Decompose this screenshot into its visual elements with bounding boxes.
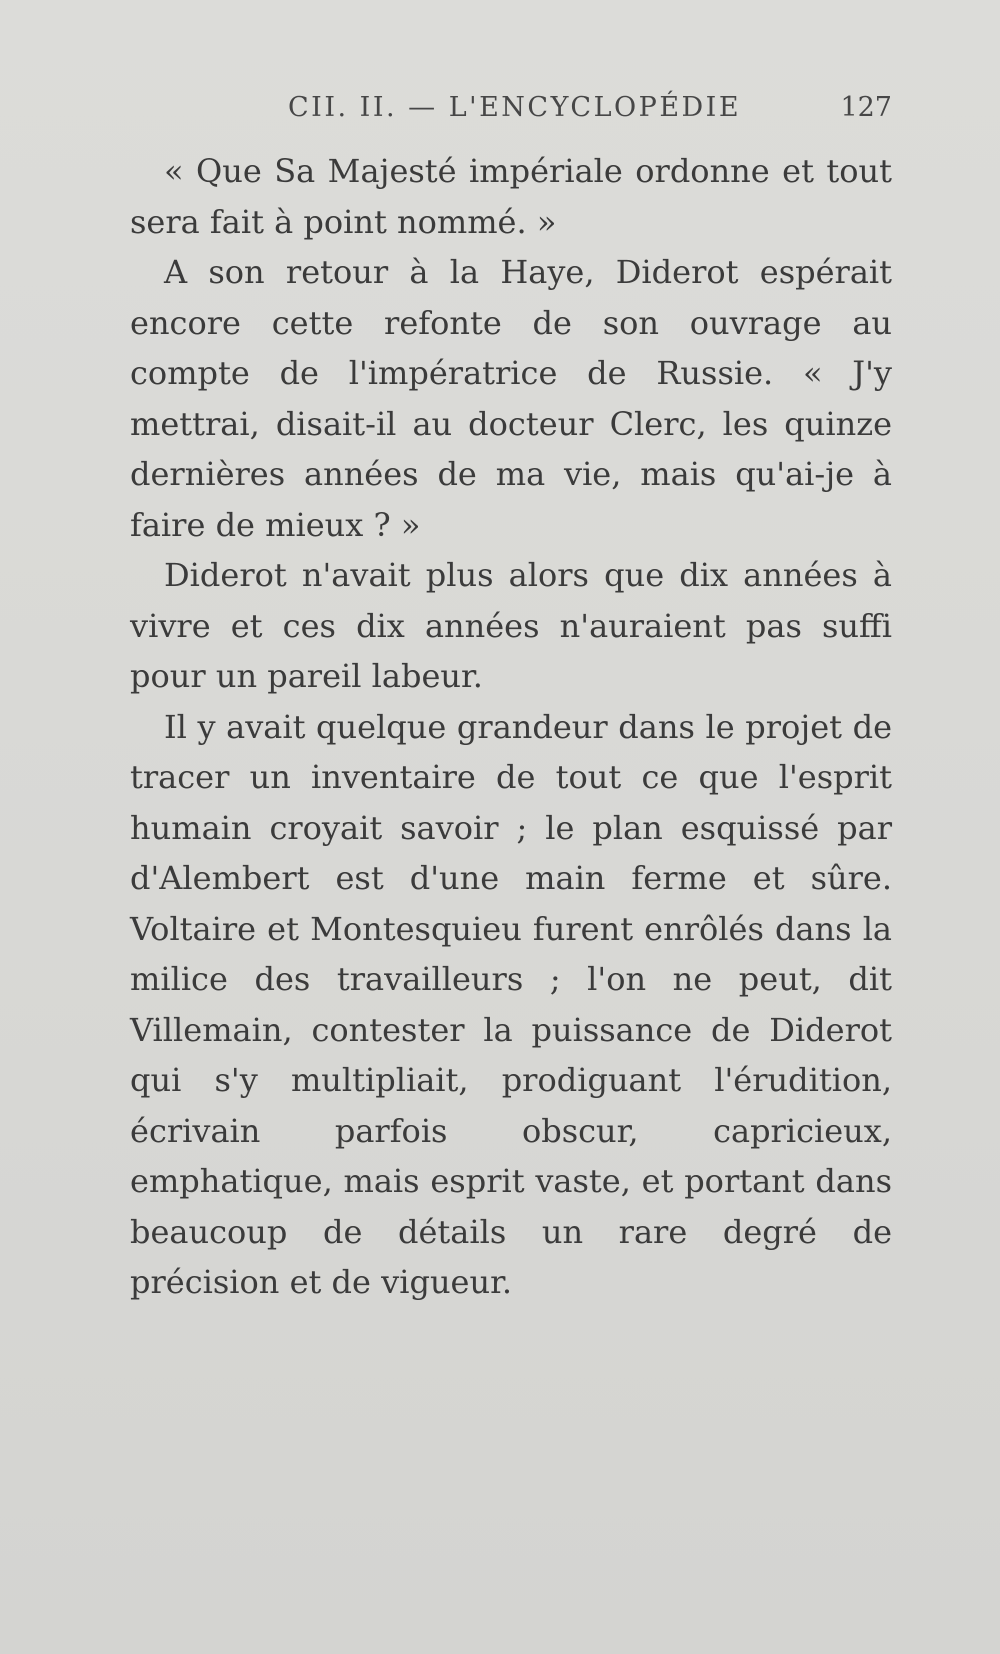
paragraph-inventaire: Il y avait quelque grandeur dans le projet de tracer un inventaire de tout ce que l'esprit humain croyait savoir ; le plan esquissé par d'Alembert est d'une main ferme et sûre. Voltaire et Montesquieu furent enrôlés dans la milice des travailleurs ; l'on ne peut, dit Villemain, contester la puissance de Diderot qui s'y multipliait, prodiguant l'érudition, écrivain parfois obscur, capricieux, emphatique, mais esprit vaste, et portant dans beaucoup de détails un rare degré de précision et de vigueur. — [130, 707, 892, 1301]
paragraph-quote-ending: « Que Sa Majesté impériale ordonne et tout sera fait à point nommé. » — [130, 152, 892, 241]
paragraph-return-to-la-haye: A son retour à la Haye, Diderot espérait encore cette refonte de son ouvrage au compte de l'impératrice de Russie. « J'y mettrai, disait-il au docteur Clerc, les quinze dernières années de ma vie, mais qu'ai-je à faire de mieux ? » — [130, 253, 892, 544]
running-head: CII. II. — L'ENCYCLOPÉDIE — [288, 92, 742, 123]
page-number: 127 — [840, 92, 892, 123]
page-body — [130, 146, 892, 1308]
paragraph-ten-years: Diderot n'avait plus alors que dix années à vivre et ces dix années n'auraient pas suffi pour un pareil labeur. — [130, 556, 892, 695]
page-header — [130, 92, 892, 132]
